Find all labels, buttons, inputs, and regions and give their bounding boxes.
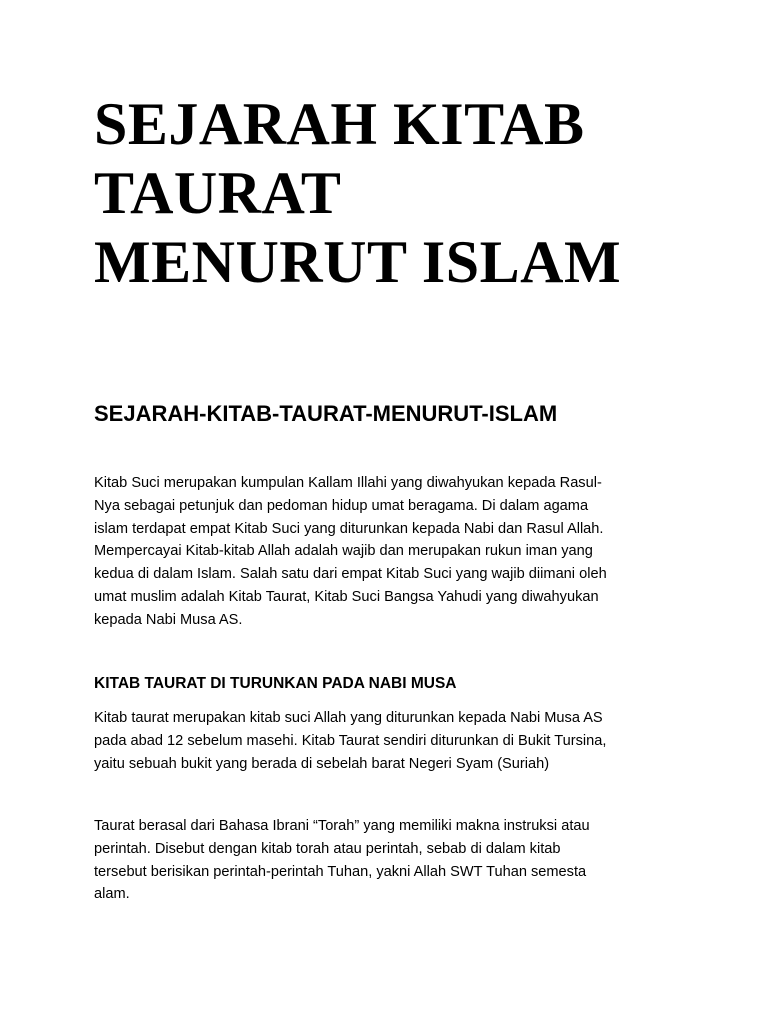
paragraph-line: kepada Nabi Musa AS.	[94, 611, 243, 628]
paragraph-line: pada abad 12 sebelum masehi. Kitab Taurat sendiri diturunkan di Bukit Tursina,	[94, 732, 607, 749]
paragraph-line: Kitab Suci merupakan kumpulan Kallam Illahi yang diwahyukan kepada Rasul-	[94, 475, 602, 491]
paragraph-line: alam.	[94, 886, 130, 903]
paragraph-line: Taurat berasal dari Bahasa Ibrani “Torah” yang memiliki makna instruksi atau	[94, 818, 590, 834]
paragraph-line: kedua di dalam Islam. Salah satu dari empat Kitab Suci yang wajib diimani oleh	[94, 566, 607, 583]
paragraph-line: umat muslim adalah Kitab Taurat, Kitab Suci Bangsa Yahudi yang diwahyukan	[94, 588, 599, 605]
paragraph-line: Mempercayai Kitab-kitab Allah adalah wajib dan merupakan rukun iman yang	[94, 543, 593, 560]
paragraph-line: yaitu sebuah bukit yang berada di sebelah barat Negeri Syam (Suriah)	[94, 755, 550, 772]
paragraph-line: Nya sebagai petunjuk dan pedoman hidup umat beragama. Di dalam agama	[94, 497, 589, 514]
paragraph-line: islam terdapat empat Kitab Suci yang diturunkan kepada Nabi dan Rasul Allah.	[94, 520, 604, 537]
paragraph-line: Kitab taurat merupakan kitab suci Allah yang diturunkan kepada Nabi Musa AS	[94, 710, 603, 726]
title-line-3: MENURUT ISLAM	[94, 229, 622, 295]
title-line-2: TAURAT	[94, 160, 342, 226]
section-heading: KITAB TAURAT DI TURUNKAN PADA NABI MUSA	[94, 675, 457, 692]
paragraph-line: perintah. Disebut dengan kitab torah atau perintah, sebab di dalam kitab	[94, 840, 561, 857]
paragraph-line: tersebut berisikan perintah-perintah Tuhan, yakni Allah SWT Tuhan semesta	[94, 863, 587, 880]
section-paragraph-2	[94, 815, 694, 906]
page-title	[94, 90, 734, 297]
intro-paragraph	[94, 472, 694, 632]
title-line-1: SEJARAH KITAB	[94, 91, 585, 157]
section-paragraph-1	[94, 707, 694, 775]
page-subtitle: SEJARAH-KITAB-TAURAT-MENURUT-ISLAM	[94, 401, 558, 426]
